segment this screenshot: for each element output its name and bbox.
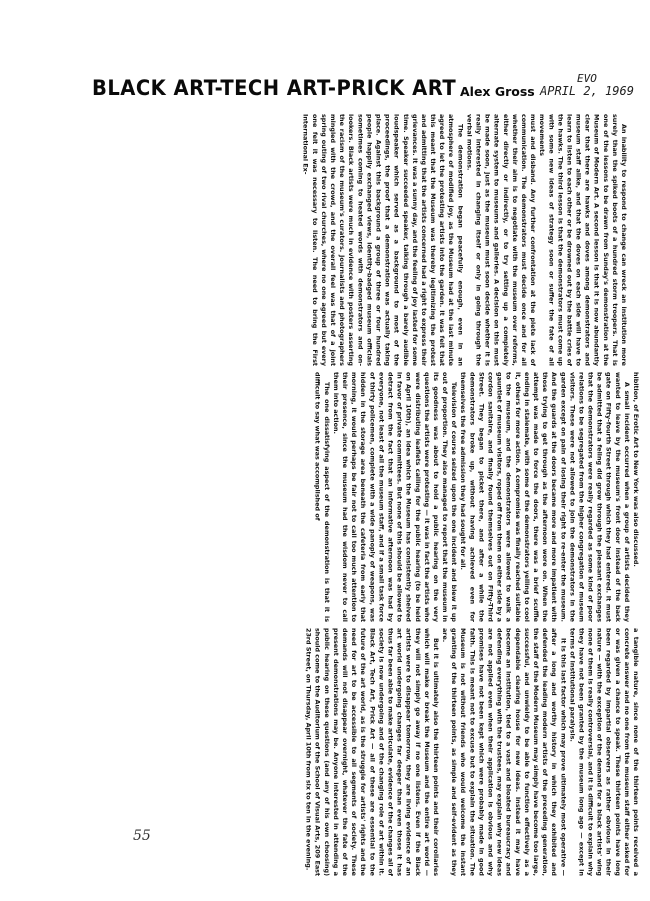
handwritten-source-note <box>540 72 634 98</box>
paragraph: A small incident occurred when a group of artists decided they wanted to leave by the museum's front door instead of the back gate on Fifty-fourth Street through which they had entered. It must be admitted that a feling did grow through the pleasant exchanges that the demonstrators were really regarded as some kind of poor relations to be segregated from the higher congregation of museum visitors. These were not allowed to join the demonstrators in the garden except on pain of losing their right to re-enter the museum. And the guards at the doors became more and more impatient with those trying to get through as the afternoon wore on. When the attempt was made to force the doors, there was a brief scuffle ending in stalemate, with some of the demonstrators yelling to cool it, others for more action. A compromise was finally reached suitable to the museum, and the demonstrators were allowed to walk a gauntlet of museum visitors, roped off from them on either side by a cordon sanitaire, and finally found themselves out on Fifty-Third Street. They began to picket there, and after a while the demonstrators broke up, without having achieved even for themselves the free admission they had sought for all. <box>459 372 631 622</box>
paragraph: The demonstration began peacefully enough, even in an atmosphere of modified joy, as the Museum had at the last minute agreed to let the protesting artists into the garden. It was felt that this meant that the Museum was thereby legitimizing the protest and admitting that the artists concerned had a right to express their grievances. It was a sunny day, and the feeling of joy lasted for some time. Speaker succeeded speaker, talking through a barely audible loudspeaker which served as a background to most of the proceedings, the proof that a demonstration was actually taking place. Against this background a group of three or four hundred people happily exchanged views, identity-badged museum officials sometimes coming to heated words with demonstrators and on-lookers. Black artists were much in evidence with posters asserting the racism of the museum's curators. Journalists and photographers mingled with the crowd, and the overall feel was that of a joint spring outing of two rival churches, where no one agreed but every one felt it was necessary to listen. The need to bring the First International Ex- <box>301 114 465 366</box>
paragraph: Television of course seized upon the one incident and blew it up out of proportion. They also managed to report that the museum in its goodness was about to hold a public hearing on the very questions the artists were protesting — it was in fact the artists who were distributing leaflets calling for the public hearing (to be held on April 10th), an idea which the Museum has consistently shelved in favor of private committees. But none of this should be allowed to detract from the fact that an informative afternoon was had by everyone, not least of all the museum staff, and if a small task force of thirty policemen, complete with a wide panoply of weapons, was hidden in the storage area beneath the cafeteria from early that morning, it would perhaps be fair not to call too much attention to their presence, since the museum had the wisdom never to call them into action. <box>331 372 459 622</box>
paragraph: The one dissatisfying aspect of the demonstration is that it is difficult to say what was accomplished of <box>313 372 331 622</box>
article-byline: Alex Gross <box>460 84 535 99</box>
page-number: 55 <box>133 828 151 844</box>
article-column-3 <box>92 628 640 876</box>
publication-date: APRIL 2, 1969 <box>540 84 634 98</box>
paragraph: An inability to respond to change can wreck an institution more surely than the spiked boots of a hundred storm troopers. That is one of the lessons to be drawn from Sunday's demonstration at the Museum of Modern Art. A second lesson is that it is now abundantly clear that there are hawks and doves among demonstrators and museum staff alike, and that the doves on each side will have to learn to listen to each other or be drowned out by the battle cries of the hawks. The third lesson is that the demonstrators must come up with some new ideas of strategy soon or suffer the fate of all movements <box>538 114 628 366</box>
paragraph: a tangible nature, since none of the thirteen points received a concrete answer and no one from the museum staff either asked for or was given a chance to speak. These thirteen points have long been regarded by impartial observers as rather obvious in their nature — with the exception of the demand for a black artists' wing none of them is really controversial, and it is difficult to explain why they have not been granted by the museum long ago — except in terms of institutional paralysis. <box>568 628 640 876</box>
article-column-1 <box>92 114 628 366</box>
article-headline: BLACK ART-TECH ART-PRICK ART <box>92 76 457 100</box>
paragraph: But it is ultimately also the thirteen points and their corollaries which will make or break the Museum and the entire art world — they will not simply go away if no one listens. Even if the Black artists were to disappear tomorrow, they are living evidence of an art world undergoing changes far deeper than even those it has thus far been able to make articulate, evidence of the changes all of society is now undergoing and of the changing role of art within it. Black Art, Tech Art, Prick Art — all of these are essential to the future of the art world, as is the struggle for artists' rights and the need for art to be accessible to all segments of society. These demands will not disappear overnight, whatever the fate of the present demonstrations may be. Anyone interested in attending a public hearing on these questions (and any of his own choosing) should come to the Auditorium of the School of Visual Arts, 209 East 23rd Street, on Thursday, April 10th from six to ten in the evening. <box>304 628 440 876</box>
article-column-2 <box>92 372 640 622</box>
paragraph: It is this last factor which may prove ultimately most operative — after a long and worthy history in which they exhibited and defended the leading modern artists of the preceding generation, the staff of the Modern Museum may simply have become too large, successful, and unwieldy to be able to function effectively as a dependable clearing house for new ideas. Instead it may have become an institution, tied to a vast and bloated bureaucracy and defending everything with the trustees, may explain why new ideas are not applied even when their application is obvious and why promises have not been kept which were probably made in good faith. This is meant not to excuse but to explain the situation. The Museum is not without friends who would welcome the instant granting of the thirteen points, as simple and self-evident as they are. <box>441 628 568 876</box>
paragraph: must and disband. Any further confrontation at the plete lack of communication. The demonstrators must decide once and for all whether their aim is to negotiate with the museum over reforms, either directly or indirectly, or to try setting up a completely alternate system to museums and galleries. A decision on this must be made soon, just as the museum must soon decide whether it is really interested in changing itself or only in going through the verbal motions. <box>465 114 538 366</box>
publication-name: EVO <box>577 72 597 85</box>
paragraph: hibition, of Erotic Art to New York was also discussed. <box>632 372 640 567</box>
